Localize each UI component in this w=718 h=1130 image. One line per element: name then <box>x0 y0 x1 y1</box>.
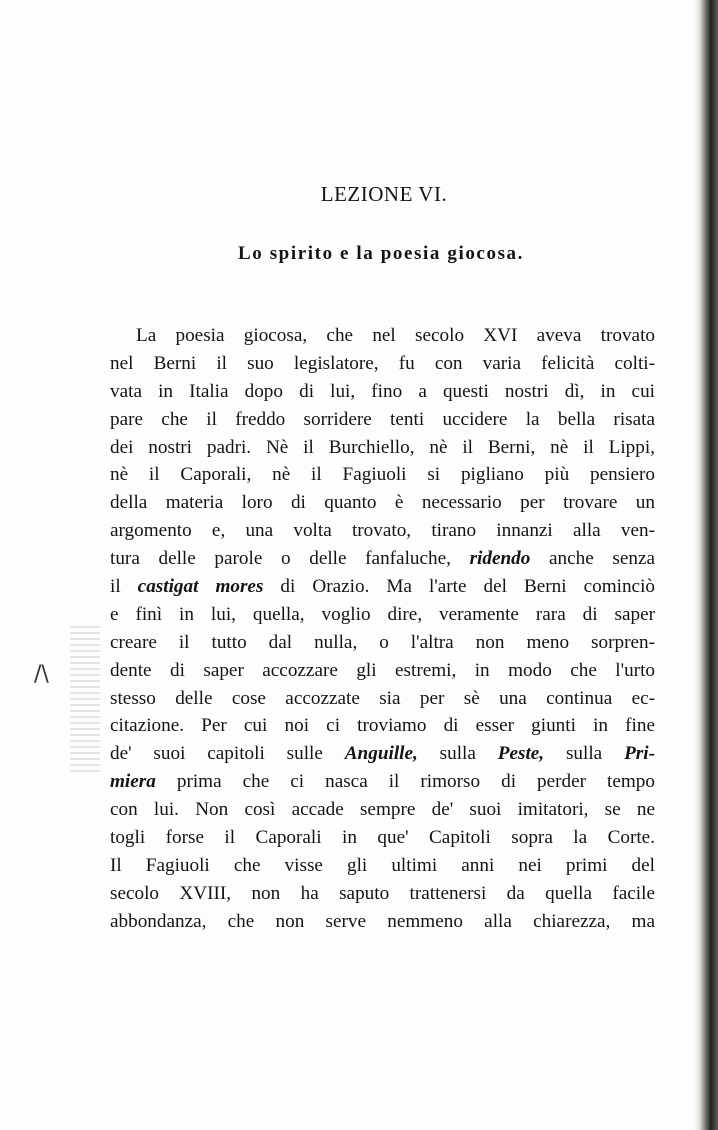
text-line: vata in Italia dopo di lui, fino a questi nostri dì, in cui <box>110 380 655 402</box>
text-line: nè il Caporali, nè il Fagiuoli si pigliano più pensiero <box>110 464 655 486</box>
text-line: tura delle parole o delle fanfaluche, ridendo anche senza <box>110 548 655 570</box>
text-line: dente di saper accozzare gli estremi, in modo che l'urto <box>110 659 655 681</box>
text-line: il castigat mores di Orazio. Ma l'arte del Berni cominciò <box>110 576 655 598</box>
italic-title: Pri- <box>624 743 655 765</box>
italic-title: Peste, <box>497 743 545 765</box>
text-line: stesso delle cose accozzate sia per sè una continua ec- <box>110 687 655 709</box>
text-line: della materia loro di quanto è necessario per trovare un <box>110 492 655 514</box>
italic-phrase: castigat mores <box>137 576 264 598</box>
text-line: creare il tutto dal nulla, o l'altra non meno sorpren- <box>110 631 655 653</box>
text-line: dei nostri padri. Nè il Burchiello, nè il Berni, nè il Lippi, <box>110 436 655 458</box>
text-line: argomento e, una volta trovato, tirano innanzi alla ven- <box>110 520 655 542</box>
text-line: abbondanza, che non serve nemmeno alla chiarezza, ma <box>110 910 655 932</box>
text-line: pare che il freddo sorridere tenti uccidere la bella risata <box>110 408 655 430</box>
body-paragraph <box>110 322 655 936</box>
ink-bleed-through <box>70 626 100 776</box>
text-line: nel Berni il suo legislatore, fu con varia felicità colti- <box>110 352 655 374</box>
text-line: Il Fagiuoli che visse gli ultimi anni nei primi del <box>110 854 655 876</box>
text-line: secolo XVIII, non ha saputo trattenersi da quella facile <box>110 882 655 904</box>
margin-pencil-mark: /\ <box>34 662 49 687</box>
text-line: La poesia giocosa, che nel secolo XVI aveva trovato <box>136 325 655 346</box>
text-line: e finì in lui, quella, voglio dire, veramente rara di saper <box>110 603 655 625</box>
text-line: con lui. Non così accade sempre de' suoi imitatori, se ne <box>110 799 655 821</box>
text-line: togli forse il Caporali in que' Capitoli sopra la Corte. <box>110 827 655 849</box>
book-spine-edge <box>700 0 718 1130</box>
chapter-subtitle: Lo spirito e la poesia giocosa. <box>237 243 525 264</box>
italic-title: Anguille, <box>344 743 418 765</box>
italic-word: ridendo <box>469 548 531 570</box>
text-line: miera prima che ci nasca il rimorso di perder tempo <box>110 771 655 793</box>
italic-title: miera <box>110 771 156 793</box>
chapter-heading: LEZIONE VI. <box>320 182 448 206</box>
text-line: de' suoi capitoli sulle Anguille, sulla Peste, sulla Pri- <box>110 743 655 765</box>
text-line: citazione. Per cui noi ci troviamo di esser giunti in fine <box>110 715 655 737</box>
